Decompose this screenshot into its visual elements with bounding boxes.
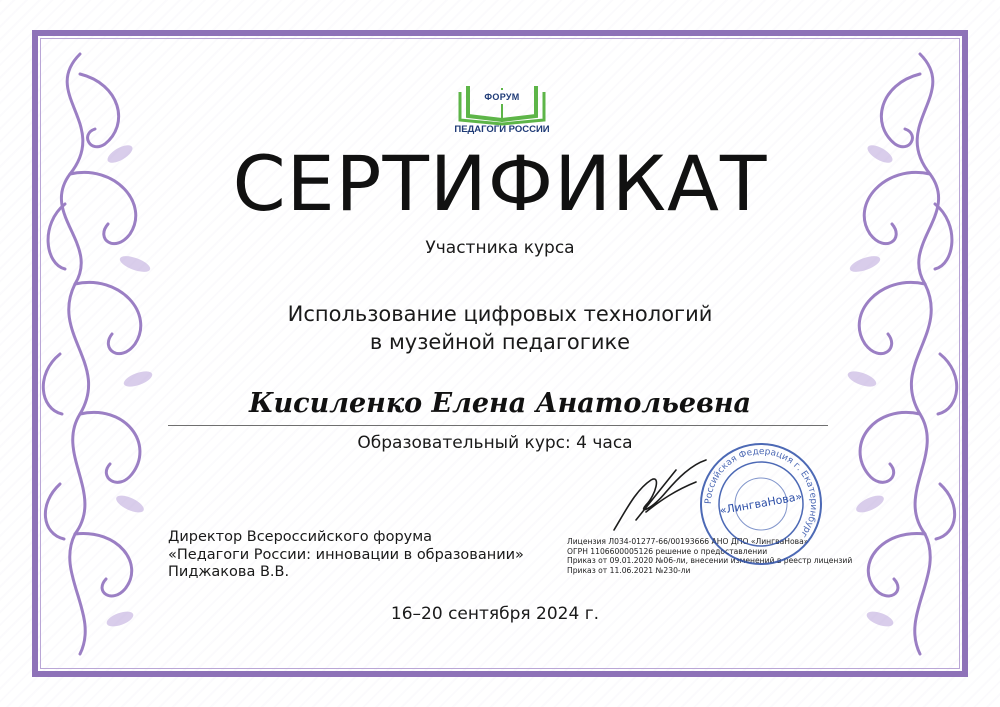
logo-subtitle: ПЕДАГОГИ РОССИИ <box>454 124 550 135</box>
stamp-ring-text: Российская Федерация г. Екатеринбург <box>703 446 819 540</box>
director-line-1: Директор Всероссийского форума <box>168 529 433 545</box>
stamp-seal <box>696 439 826 569</box>
director-block <box>168 529 524 582</box>
name-underline <box>168 425 828 426</box>
course-name <box>0 300 1000 356</box>
logo-title: ФОРУМ <box>484 92 520 102</box>
certificate-subtitle: Участника курса <box>425 238 575 258</box>
course-line-1: Использование цифровых технологий <box>287 302 713 326</box>
forum-logo <box>446 80 558 138</box>
license-line-3: Приказ от 09.01.2020 №06-ли, внесении изменений в реестр лицензий <box>567 556 853 566</box>
director-line-2: «Педагоги России: инновации в образовании» <box>168 546 524 563</box>
license-line-2: ОГРН 1106600005126 решение о предоставлении <box>567 546 768 556</box>
director-name: Пиджакова В.В. <box>168 564 290 580</box>
stamp-center-text: «ЛингваНова» <box>718 489 804 518</box>
license-line-1: Лицензия Л034-01277-66/00193666 АНО ДПО «ЛингваНова» <box>567 537 809 546</box>
license-line-4: Приказ от 11.06.2021 №230-ли <box>567 565 691 575</box>
recipient-name: Кисиленко Елена Анатольевна <box>248 388 752 419</box>
event-date: 16–20 сентября 2024 г. <box>390 604 600 624</box>
certificate-title: СЕРТИФИКАТ <box>232 139 768 228</box>
course-line-2: в музейной педагогике <box>369 330 631 354</box>
course-hours: Образовательный курс: 4 часа <box>357 433 633 453</box>
